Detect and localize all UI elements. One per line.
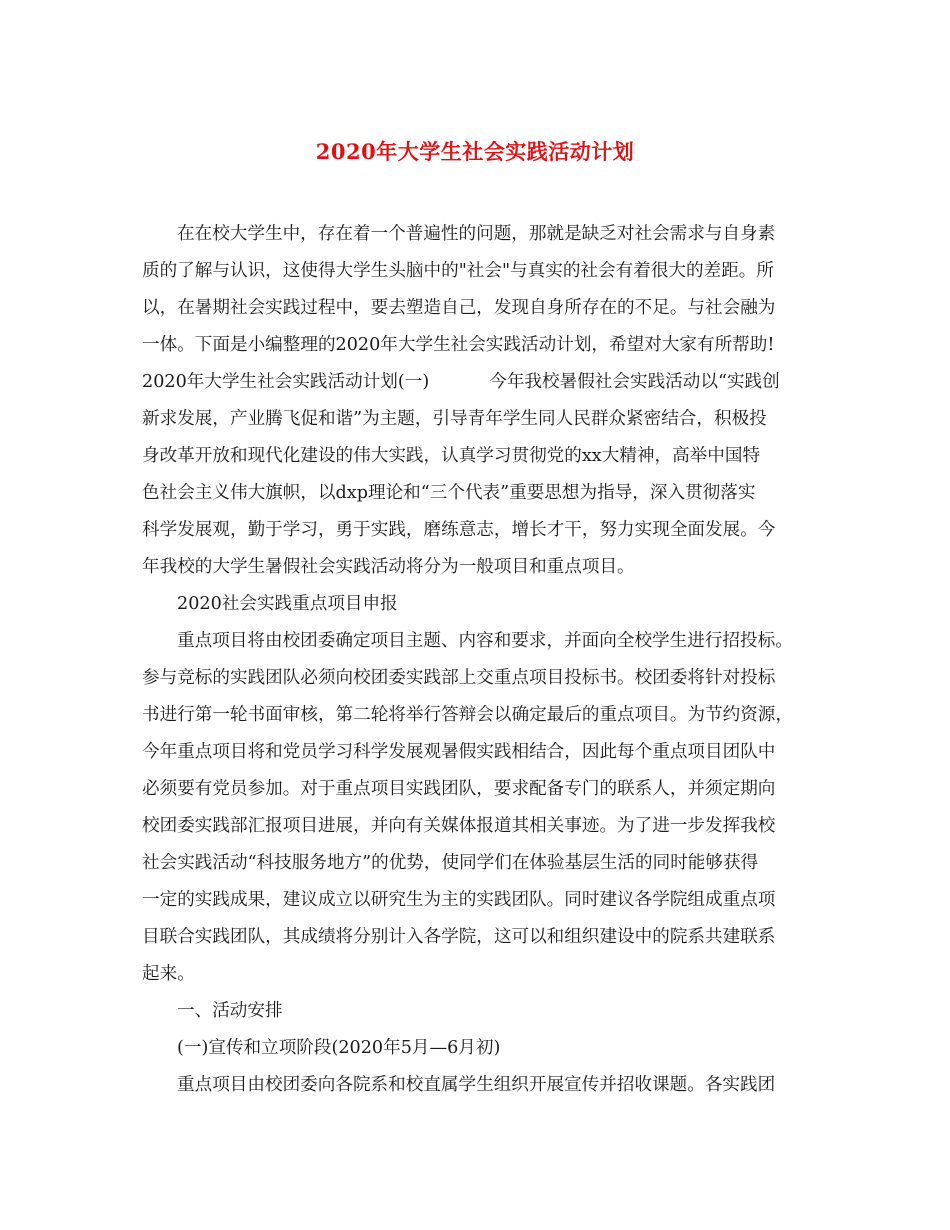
document-title: 2020年大学生社会实践活动计划 [315, 139, 635, 164]
intro-line: 质的了解与认识，这使得大学生头脑中的"社会"与真实的社会有着很大的差距。所 [142, 261, 774, 281]
key-line: 参与竞标的实践团队必须向校团委实践部上交重点项目投标书。校团委将针对投标 [142, 668, 776, 688]
plan-line: 科学发展观，勤于学习，勇于实践，磨练意志，增长才干，努力实现全面发展。今 [142, 520, 776, 540]
key-line: 社会实践活动“科技服务地方”的优势，使同学们在体验基层生活的同时能够获得 [142, 853, 759, 873]
intro-line: 一体。下面是小编整理的2020年大学生社会实践活动计划，希望对大家有所帮助! [142, 335, 775, 355]
section-heading: 2020社会实践重点项目申报 [177, 594, 398, 614]
plan-heading-row [142, 370, 780, 394]
key-line: 必须要有党员参加。对于重点项目实践团队，要求配备专门的联系人，并须定期向 [142, 779, 776, 799]
key-line: 一定的实践成果，建议成立以研究生为主的实践团队。同时建议各学院组成重点项 [142, 890, 776, 910]
key-line: 目联合实践团队，其成绩将分别计入各学院，这可以和组织建设中的院系共建联系 [142, 927, 776, 947]
plan-heading: 2020年大学生社会实践活动计划(一) [142, 372, 430, 392]
key-line: 今年重点项目将和党员学习科学发展观暑假实践相结合，因此每个重点项目团队中 [142, 742, 776, 762]
plan-line: 色社会主义伟大旗帜，以dxp理论和“三个代表”重要思想为指导，深入贯彻落实 [142, 483, 756, 503]
key-line: 书进行第一轮书面审核，第二轮将举行答辩会以确定最后的重点项目。为节约资源， [142, 705, 793, 725]
phase-heading: (一)宣传和立项阶段(2020年5月—6月初) [177, 1038, 501, 1058]
key-line: 起来。 [142, 964, 195, 984]
activity-heading: 一、活动安排 [177, 1001, 283, 1021]
intro-line: 在在校大学生中，存在着一个普遍性的问题，那就是缺乏对社会需求与自身素 [177, 224, 776, 244]
plan-line: 身改革开放和现代化建设的伟大实践，认真学习贯彻党的xx大精神，高举中国特 [142, 446, 761, 466]
key-line: 校团委实践部汇报项目进展，并向有关媒体报道其相关事迹。为了进一步发挥我校 [142, 816, 776, 836]
phase-line: 重点项目由校团委向各院系和校直属学生组织开展宣传并招收课题。各实践团 [177, 1075, 776, 1095]
key-line: 重点项目将由校团委确定项目主题、内容和要求，并面向全校学生进行招投标。 [177, 631, 793, 651]
plan-line: 新求发展，产业腾飞促和谐”为主题，引导青年学生同人民群众紧密结合，积极投 [142, 409, 767, 429]
intro-line: 以，在暑期社会实践过程中，要去塑造自己，发现自身所存在的不足。与社会融为 [142, 298, 776, 318]
plan-line: 今年我校暑假社会实践活动以“实践创 [489, 372, 780, 392]
plan-line: 年我校的大学生暑假社会实践活动将分为一般项目和重点项目。 [142, 557, 635, 577]
